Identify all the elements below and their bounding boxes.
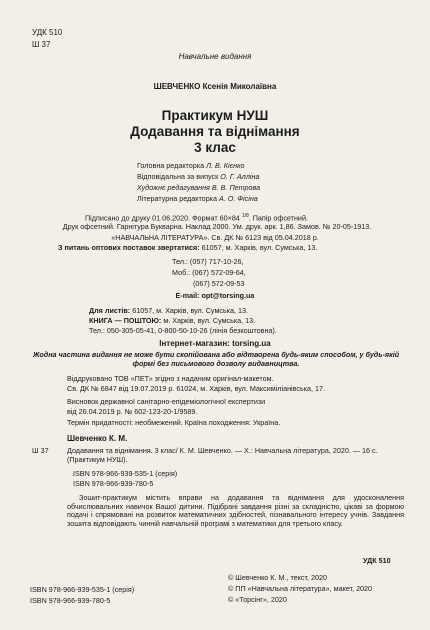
email-contact: E-mail: opt@torsing.ua [175,291,255,300]
credit-literary-editor: Літературна редакторка А. О. Фісіна [137,194,258,203]
catalog-entry: Додавання та віднімання. 3 клас/ К. М. Шевченко. — Х.: Навчальна література, 2020. — 16 с. (Практикум НУШ). [67,446,378,464]
copyright-warning: Жодна частина видання не може бути скопійована або відтворена будь-яким способом, у будь-якій формі без письмового дозволу видавництва. [32,350,400,368]
copyright-torsing: © «Торсінг», 2020 [228,595,287,604]
copyright-layout: © ПП «Навчальна література», макет, 2020 [228,584,373,593]
printed-by-line1: Віддруковано ТОВ «ПЕТ» згідно з наданим оригінал-макетом. [67,374,274,383]
book-title: Додавання та віднімання [130,124,300,139]
book-post-address: КНИГА — ПОШТОЮ: м. Харків, вул. Сумська, 13. [89,316,256,325]
author-full-name: ШЕВЧЕНКО Ксенія Миколаївна [153,82,277,91]
copyright-text: © Шевченко К. М., текст, 2020 [228,573,327,582]
catalog-code: Ш 37 [32,446,49,455]
credit-art-editor: Художнє редагування В. В. Петрова [137,183,261,192]
print-info-line2: Друк офсетний. Гарнітура Букварна. Наклад 2000. Ум. друк. арк. 1,86. Замов. № 20-05-1913. [62,222,372,231]
credit-responsible: Відповідальна за випуск О. Г. Алліна [137,172,260,181]
bottom-isbn-series: ISBN 978-966-939-535-1 (серія) [30,585,135,594]
bottom-isbn: ISBN 978-966-939-780-5 [30,596,111,605]
catalog-isbn: ISBN 978-966-939-780-5 [73,479,154,488]
catalog-annotation: Зошит-практикум містить вправи на додавання та віднімання для удосконалення обчислювальних навичок Вашої дитини. Підібрані завдання різні за складністю, цікаві за формою подачі і спрямовані на розвиток математичних здібностей, пізнавального інтересу учнів. Завдання зошита відповідають чинній навчальній програмі з математики для третього класу. [67,493,404,528]
expertise-line1: Висновок державної санітарно-епідеміологічної експертизи [67,397,266,406]
printed-by-line2: Св. ДК № 6847 від 19.07.2019 р. 61024, м. Харків, вул. Максиміліанівська, 17. [67,384,326,393]
wholesale-mob2: (067) 572-09-53 [193,279,245,288]
book-series-title: Практикум НУШ [161,108,269,123]
edition-type: Навчальне видання [178,52,252,61]
print-info-line1: Підписано до друку 01.06.2020. Формат 60×84 $^{1/8}$. Папір офсетний. [85,213,308,223]
catalog-udc: УДК 510 [363,556,391,565]
internet-shop: Інтернет-магазин: torsing.ua [159,339,271,348]
book-post-tel: Тел.: 050-305-05-41, 0-800-50-10-26 (лінія безкоштовна). [89,326,277,335]
letters-address: Для листів: 61057, м. Харків, вул. Сумська, 13. [89,306,249,315]
wholesale-mob: Моб.: (067) 572-09-64, [172,268,246,277]
udc-code-top: УДК 510 [32,28,63,37]
catalog-isbn-series: ISBN 978-966-939-535-1 (серія) [73,469,178,478]
bbk-code-top: Ш 37 [32,40,51,49]
wholesale-info: З питань оптових поставок звертатися: 61057, м. Харків, вул. Сумська, 13. [58,243,318,252]
catalog-author: Шевченко К. М. [67,434,128,443]
print-info-line3: «НАВЧАЛЬНА ЛІТЕРАТУРА». Св. ДК № 6123 від 05.04.2018 р. [111,233,319,242]
wholesale-tel: Тел.: (057) 717-10-26, [172,257,244,266]
expertise-line2: від 26.04.2019 р. № 602-123-20-1/9589. [67,407,198,416]
book-grade: 3 клас [194,140,236,155]
product-info: Термін придатності: необмежений. Країна походження: Україна. [67,418,281,427]
credit-chief-editor: Головна редакторка Л. В. Кієнко [137,161,245,170]
